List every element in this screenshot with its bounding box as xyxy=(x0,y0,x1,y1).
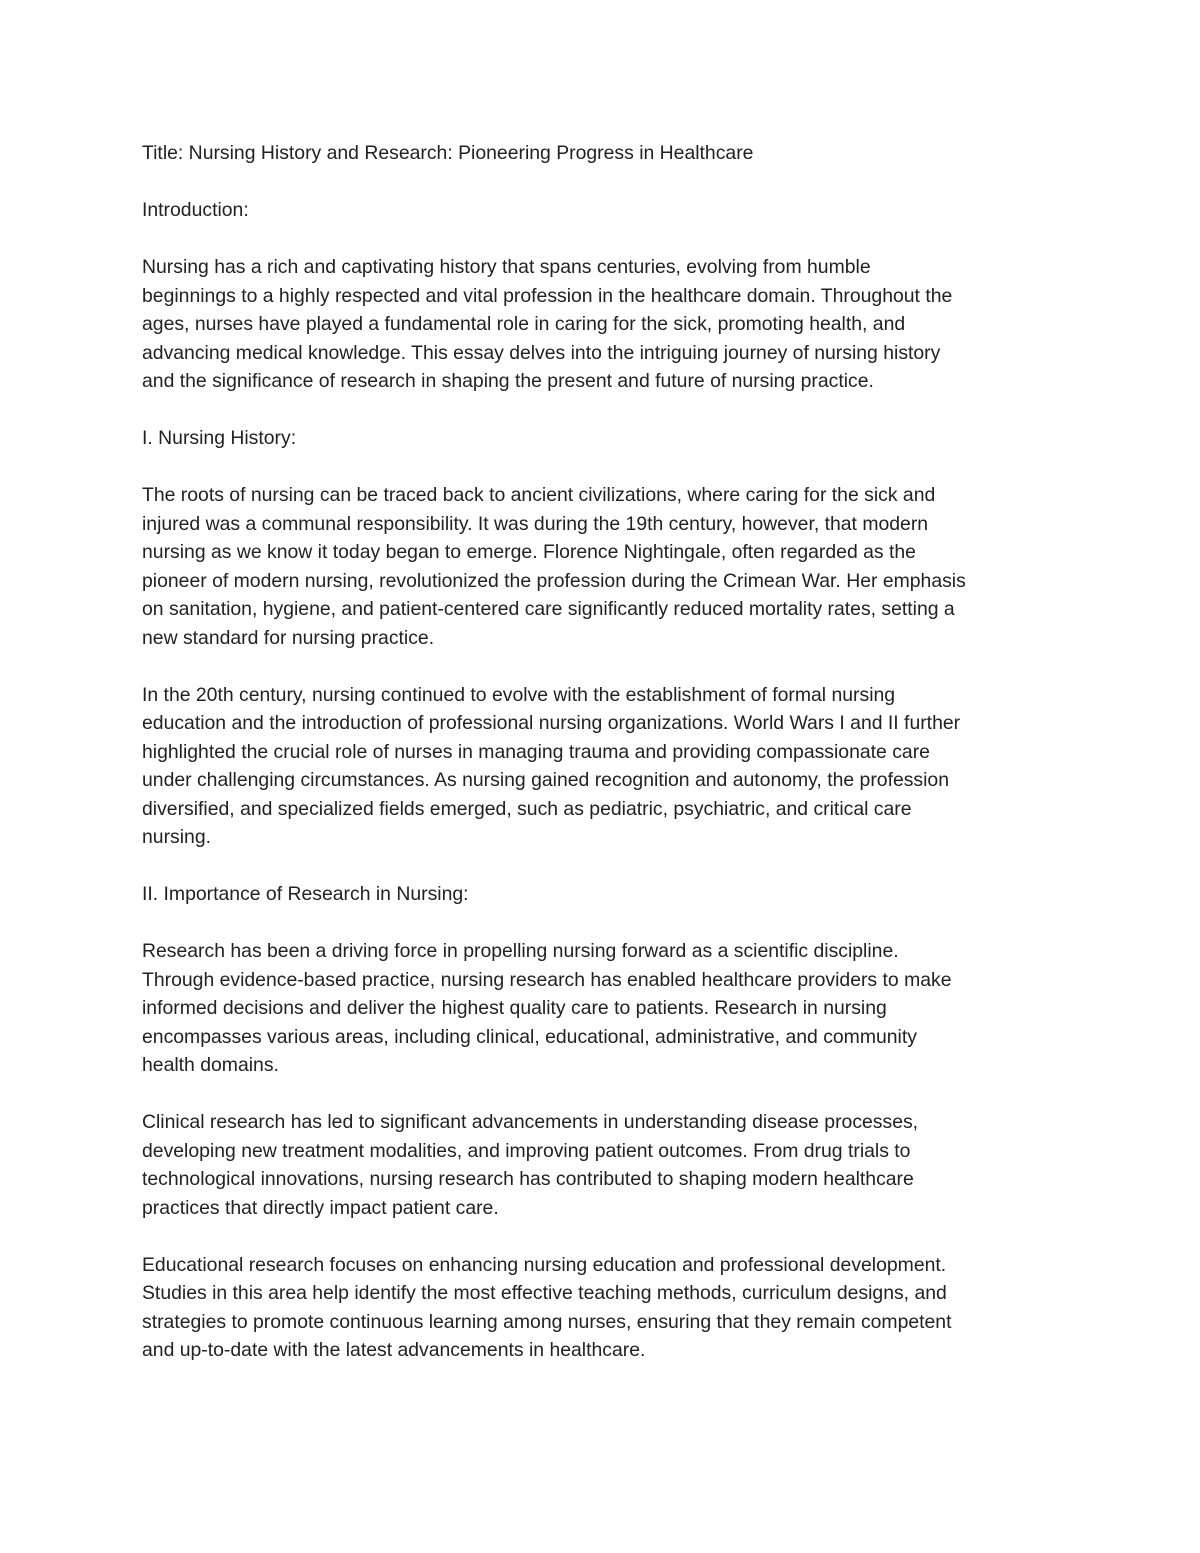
section-heading-research: II. Importance of Research in Nursing: xyxy=(142,883,469,905)
document-title: Title: Nursing History and Research: Pioneering Progress in Healthcare xyxy=(142,142,754,164)
nursing-history-paragraph-2: In the 20th century, nursing continued to evolve with the establishment of formal nursing education and the introduction of professional nursing organizations. World Wars I and II further highlighted the crucial role of nurses in managing trauma and providing compassionate care under challenging circumstances. As nursing gained recognition and autonomy, the profession diversified, and specialized fields emerged, such as pediatric, psychiatric, and critical care nursing. xyxy=(142,683,961,848)
research-paragraph-2: Clinical research has led to significant advancements in understanding disease processes, developing new treatment modalities, and improving patient outcomes. From drug trials to technological innovations, nursing research has contributed to shaping modern healthcare practices that directly impact patient care. xyxy=(142,1111,919,1219)
intro-heading: Introduction: xyxy=(142,199,249,221)
document-body xyxy=(142,139,1077,1365)
nursing-history-paragraph-1: The roots of nursing can be traced back to ancient civilizations, where caring for the sick and injured was a communal responsibility. It was during the 19th century, however, that modern nursing as we know it today began to emerge. Florence Nightingale, often regarded as the pioneer of modern nursing, revolutionized the profession during the Crimean War. Her emphasis on sanitation, hygiene, and patient-centered care significantly reduced mortality rates, setting a new standard for nursing practice. xyxy=(142,484,966,649)
research-paragraph-1: Research has been a driving force in propelling nursing forward as a scientific discipline. Through evidence-based practice, nursing research has enabled healthcare providers to make informed decisions and deliver the highest quality care to patients. Research in nursing encompasses various areas, including clinical, educational, administrative, and community health domains. xyxy=(142,940,952,1076)
section-heading-nursing-history: I. Nursing History: xyxy=(142,427,297,449)
intro-paragraph: Nursing has a rich and captivating history that spans centuries, evolving from humble beginnings to a highly respected and vital profession in the healthcare domain. Throughout the ages, nurses have played a fundamental role in caring for the sick, promoting health, and advancing medical knowledge. This essay delves into the intriguing journey of nursing history and the significance of research in shaping the present and future of nursing practice. xyxy=(142,256,953,392)
research-paragraph-3: Educational research focuses on enhancing nursing education and professional development. Studies in this area help identify the most effective teaching methods, curriculum designs, and strategies to promote continuous learning among nurses, ensuring that they remain competent and up-to-date with the latest advancements in healthcare. xyxy=(142,1253,952,1361)
